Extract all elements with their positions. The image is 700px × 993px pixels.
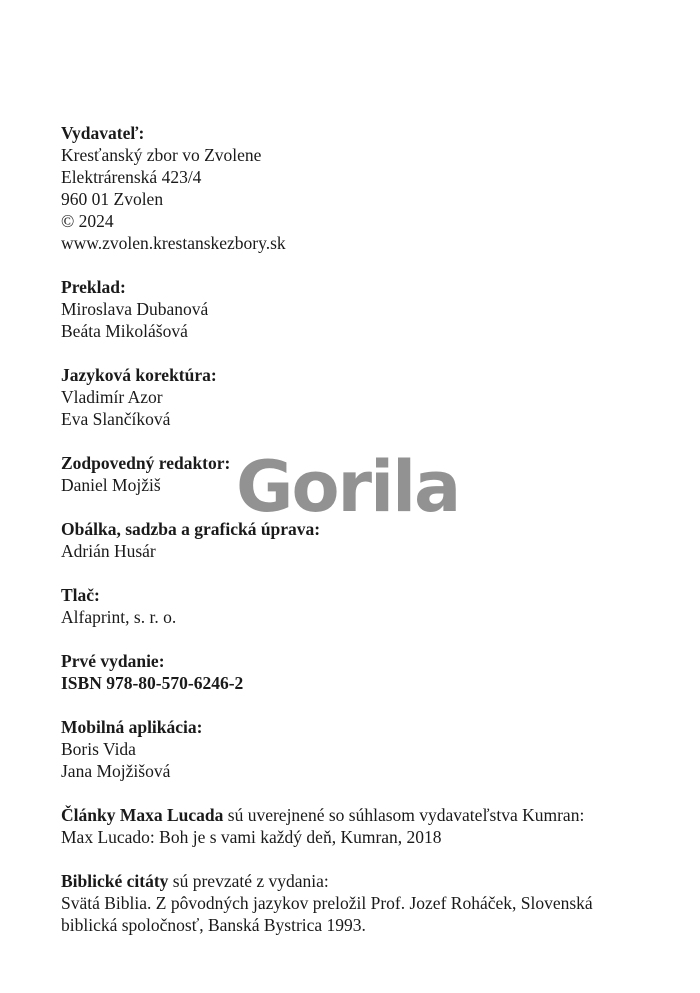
bible-source-line-1: Svätá Biblia. Z pôvodných jazykov preložil Prof. Jozef Roháček, Slovenská xyxy=(61,893,593,913)
print-heading: Tlač: xyxy=(61,585,100,605)
bible-source-line-2: biblická spoločnosť, Banská Bystrica 1993. xyxy=(61,915,366,935)
articles-credit-bold: Články Maxa Lucada xyxy=(61,805,224,825)
copyright: © 2024 xyxy=(61,211,114,231)
app-section xyxy=(61,716,661,782)
translation-section xyxy=(61,276,661,342)
bible-credit-line xyxy=(61,870,661,892)
articles-credit xyxy=(61,804,661,848)
imprint-page xyxy=(61,122,661,958)
edition-heading: Prvé vydanie: xyxy=(61,651,165,671)
app-author-name: Boris Vida xyxy=(61,739,136,759)
proofreader-name: Eva Slančíková xyxy=(61,409,171,429)
articles-credit-text: sú uverejnené so súhlasom vydavateľstva Kumran: xyxy=(223,805,585,825)
proofreading-section xyxy=(61,364,661,430)
publisher-website: www.zvolen.krestanskezbory.sk xyxy=(61,233,286,253)
designer-name: Adrián Husár xyxy=(61,541,156,561)
isbn: ISBN 978-80-570-6246-2 xyxy=(61,673,244,693)
app-author-name: Jana Mojžišová xyxy=(61,761,171,781)
design-heading: Obálka, sadzba a grafická úprava: xyxy=(61,519,321,539)
translator-name: Beáta Mikolášová xyxy=(61,321,188,341)
bible-credit xyxy=(61,870,661,936)
publisher-city: 960 01 Zvolen xyxy=(61,189,164,209)
print-section xyxy=(61,584,661,628)
articles-credit-line xyxy=(61,804,661,826)
publisher-heading: Vydavateľ: xyxy=(61,123,145,143)
app-heading: Mobilná aplikácia: xyxy=(61,717,203,737)
editor-name: Daniel Mojžiš xyxy=(61,475,161,495)
bible-credit-text: sú prevzaté z vydania: xyxy=(168,871,329,891)
articles-source: Max Lucado: Boh je s vami každý deň, Kumran, 2018 xyxy=(61,827,442,847)
edition-section xyxy=(61,650,661,694)
watermark-logo: Gorila xyxy=(236,446,460,528)
proofreading-heading: Jazyková korektúra: xyxy=(61,365,217,385)
publisher-street: Elektrárenská 423/4 xyxy=(61,167,202,187)
publisher-section xyxy=(61,122,661,254)
proofreader-name: Vladimír Azor xyxy=(61,387,163,407)
translation-heading: Preklad: xyxy=(61,277,126,297)
printer-name: Alfaprint, s. r. o. xyxy=(61,607,177,627)
editor-heading: Zodpovedný redaktor: xyxy=(61,453,231,473)
translator-name: Miroslava Dubanová xyxy=(61,299,209,319)
bible-credit-bold: Biblické citáty xyxy=(61,871,169,891)
publisher-name: Kresťanský zbor vo Zvolene xyxy=(61,145,262,165)
